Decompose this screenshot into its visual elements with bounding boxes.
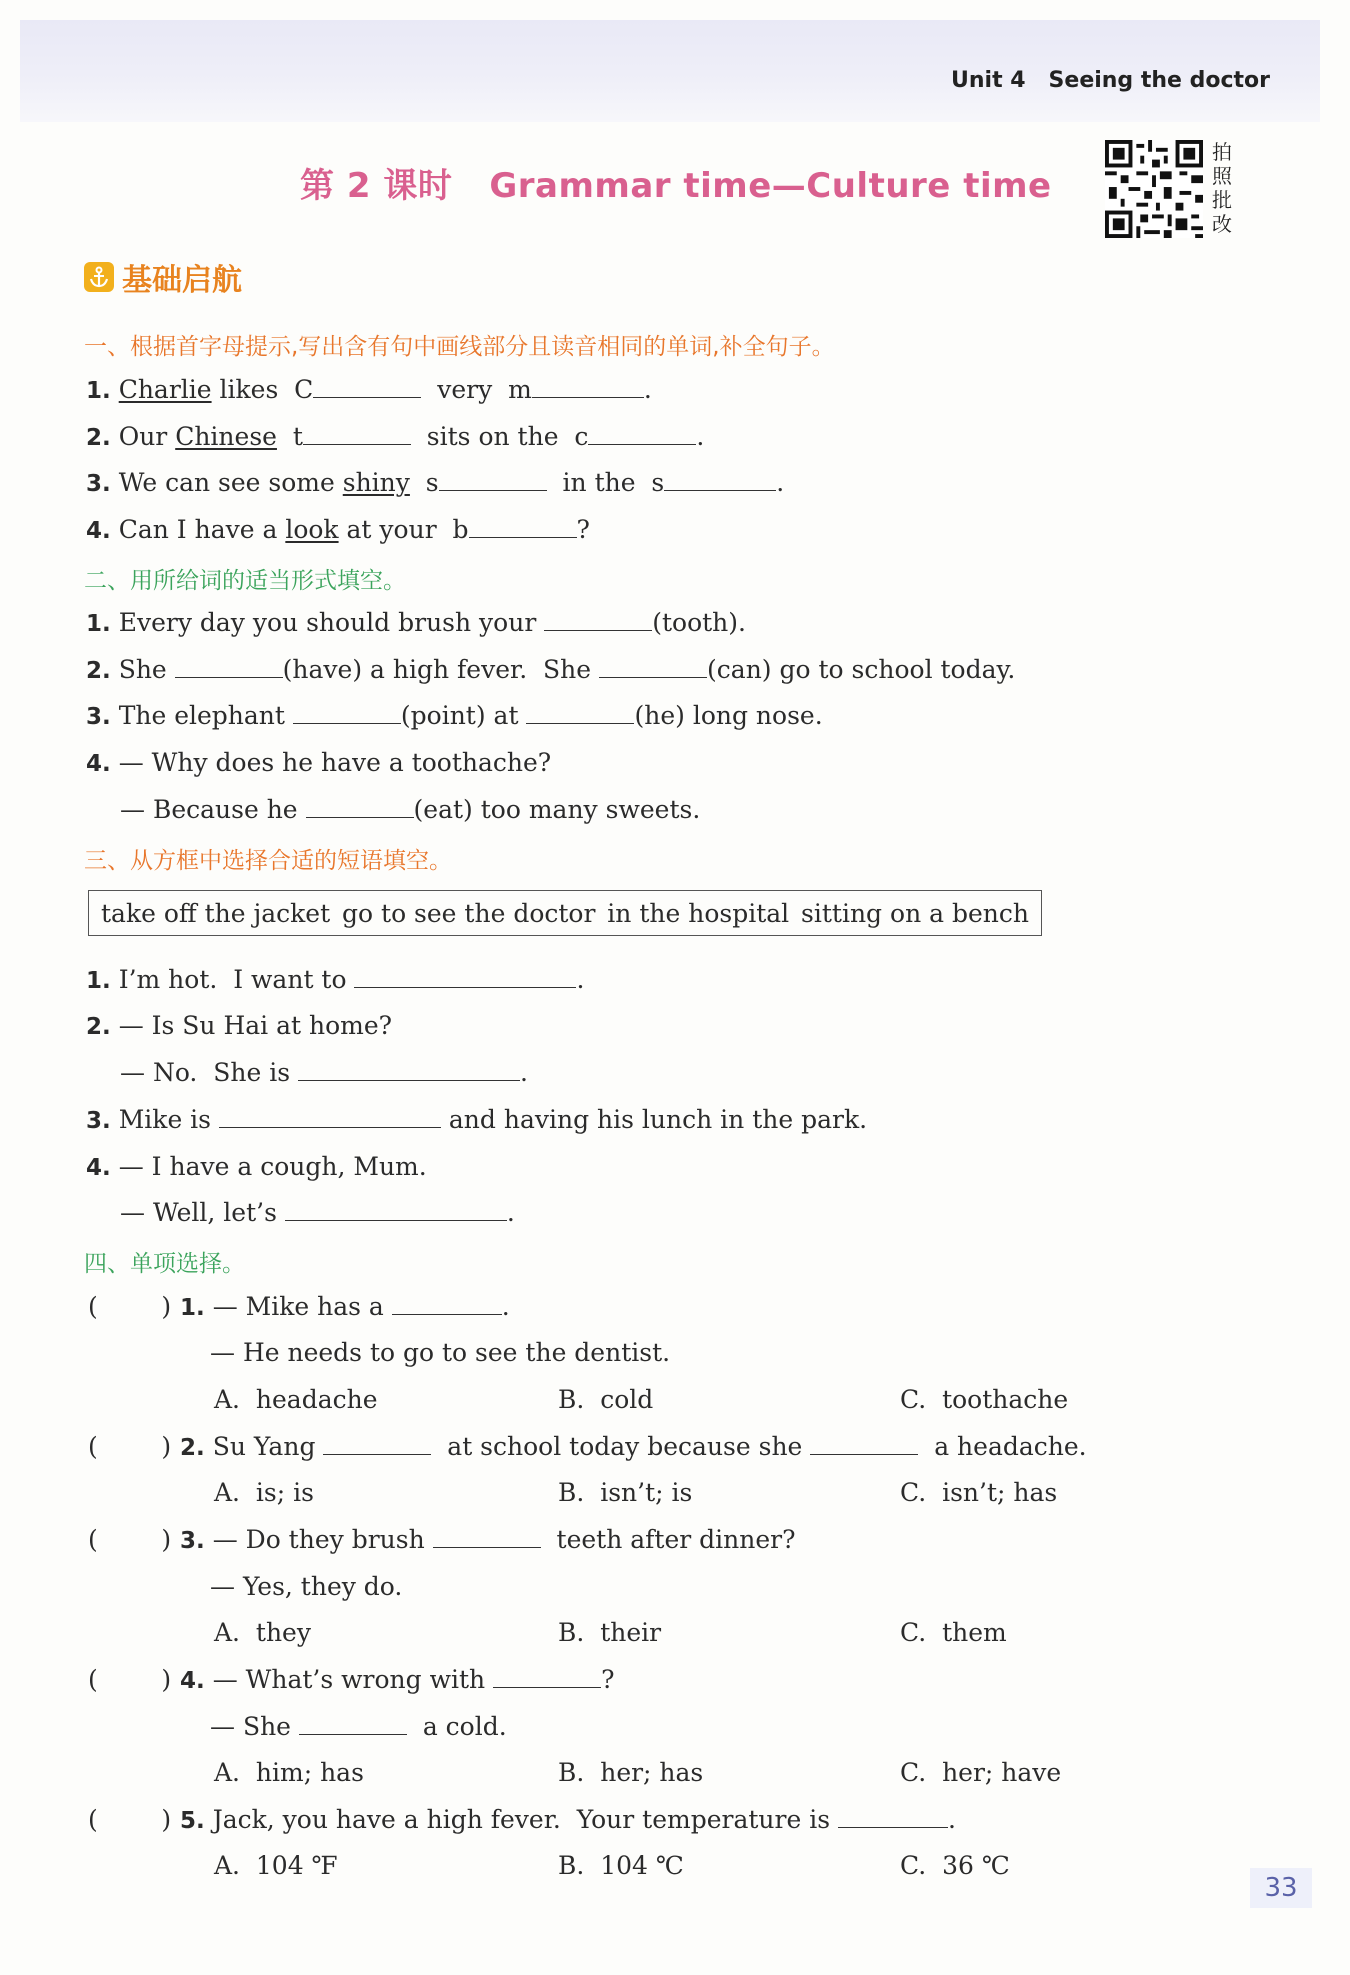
answer-blank[interactable] [526, 701, 634, 724]
q4-line2 [210, 1712, 507, 1741]
q2-line1 [180, 1432, 1087, 1461]
q1-option-c[interactable]: C. toothache [900, 1385, 1069, 1414]
answer-blank[interactable] [323, 1432, 431, 1455]
text: sits on the c [410, 422, 589, 451]
item-number: 4. [86, 518, 111, 544]
q3-option-b[interactable]: B. their [558, 1618, 662, 1647]
answer-blank[interactable] [493, 1665, 601, 1688]
item-number: 1. [86, 611, 111, 637]
text: The elephant [110, 701, 293, 730]
answer-blank[interactable] [544, 608, 652, 631]
text: Every day you should brush your [110, 608, 545, 637]
answer-blank[interactable] [838, 1805, 948, 1828]
answer-blank[interactable] [588, 422, 696, 445]
answer-paren[interactable]: ( ) [88, 1292, 172, 1321]
text: (eat) too many sweets. [413, 795, 701, 824]
question-number: 4. [180, 1668, 205, 1694]
part3-item-4-answer [120, 1198, 515, 1227]
item-number: 2. [86, 658, 111, 684]
answer-paren[interactable]: ( ) [88, 1525, 172, 1554]
part1-item-3 [86, 468, 784, 497]
answer-blank[interactable] [299, 1712, 407, 1735]
text: (have) a high fever. She [282, 655, 600, 684]
q1-option-b[interactable]: B. cold [558, 1385, 654, 1414]
text: very m [421, 375, 532, 404]
text: — Because he [120, 795, 306, 824]
text: at school today because she [431, 1432, 811, 1461]
q4-line1 [180, 1665, 614, 1694]
text: (can) go to school today. [707, 655, 1016, 684]
text: likes C [211, 375, 314, 404]
underlined-word: Chinese [175, 422, 277, 451]
answer-blank[interactable] [219, 1105, 441, 1128]
item-number: 4. [86, 751, 111, 777]
text: t [276, 422, 303, 451]
item-number: 3. [86, 704, 111, 730]
item-number: 4. [86, 1155, 111, 1181]
text: Mike is [110, 1105, 219, 1134]
text: a cold. [406, 1712, 507, 1741]
answer-blank[interactable] [293, 701, 401, 724]
item-number: 3. [86, 471, 111, 497]
text: at your b [338, 515, 469, 544]
part4-instruction: 四、单项选择。 [84, 1251, 245, 1277]
unit-label: Unit 4 [951, 68, 1026, 93]
text: Jack, you have a high fever. Your temperature is [204, 1805, 838, 1834]
item-number: 3. [86, 1108, 111, 1134]
part3-instruction: 三、从方框中选择合适的短语填空。 [84, 848, 452, 874]
q4-option-a[interactable]: A. him; has [214, 1758, 364, 1787]
answer-blank[interactable] [664, 468, 776, 491]
question-number: 5. [180, 1808, 205, 1834]
unit-title [951, 68, 1270, 93]
q5-line1 [180, 1805, 956, 1834]
q5-option-b[interactable]: B. 104 ℃ [558, 1851, 684, 1880]
answer-blank[interactable] [469, 515, 577, 538]
q4-option-c[interactable]: C. her; have [900, 1758, 1062, 1787]
text: She [110, 655, 175, 684]
part3-item-1 [86, 965, 584, 994]
item-number: 2. [86, 425, 111, 451]
q3-line1 [180, 1525, 796, 1554]
qr-code-icon[interactable] [1105, 140, 1203, 238]
part1-item-2 [86, 422, 704, 451]
text: (point) at [400, 701, 527, 730]
answer-blank[interactable] [810, 1432, 918, 1455]
q1-line2: — He needs to go to see the dentist. [210, 1338, 671, 1367]
item-number: 1. [86, 968, 111, 994]
text: . [947, 1805, 956, 1834]
answer-blank[interactable] [354, 965, 576, 988]
text: (he) long nose. [634, 701, 823, 730]
q3-line2: — Yes, they do. [210, 1572, 403, 1601]
text: — I have a cough, Mum. [110, 1152, 427, 1181]
q1-option-a[interactable]: A. headache [214, 1385, 378, 1414]
text: ? [601, 1665, 615, 1694]
text: in the s [546, 468, 665, 497]
text: — Why does he have a toothache? [110, 748, 552, 777]
part2-item-1 [86, 608, 746, 637]
part1-item-1 [86, 375, 652, 404]
answer-blank[interactable] [298, 1058, 520, 1081]
q4-option-b[interactable]: B. her; has [558, 1758, 704, 1787]
item-number: 1. [86, 378, 111, 404]
text: and having his lunch in the park. [440, 1105, 868, 1134]
q5-option-a[interactable]: A. 104 ℉ [214, 1851, 338, 1880]
phrase: go to see the doctor [342, 898, 596, 928]
underlined-word: look [285, 515, 339, 544]
text: . [776, 468, 785, 497]
text: — Well, let’s [120, 1198, 285, 1227]
phrase: take off the jacket [101, 898, 331, 928]
underlined-word: shiny [342, 468, 410, 497]
answer-blank[interactable] [599, 655, 707, 678]
text: . [506, 1198, 515, 1227]
part3-item-3 [86, 1105, 867, 1134]
answer-blank[interactable] [439, 468, 547, 491]
q3-option-a[interactable]: A. they [214, 1618, 311, 1647]
q5-option-c[interactable]: C. 36 ℃ [900, 1851, 1010, 1880]
text: . [696, 422, 705, 451]
phrase-box [88, 890, 1042, 936]
phrase: sitting on a bench [801, 898, 1029, 928]
text: . [520, 1058, 528, 1087]
text: I’m hot. I want to [110, 965, 355, 994]
q1-line1 [180, 1292, 510, 1321]
answer-blank[interactable] [313, 375, 421, 398]
text: (tooth). [652, 608, 746, 637]
section-title: 基础启航 [122, 263, 242, 298]
text: We can see some [110, 468, 343, 497]
question-number: 1. [180, 1295, 205, 1321]
q2-option-b[interactable]: B. isn’t; is [558, 1478, 693, 1507]
answer-blank[interactable] [175, 655, 283, 678]
part2-item-3 [86, 701, 823, 730]
text: Can I have a [110, 515, 286, 544]
part2-item-4 [86, 748, 551, 777]
qr-label: 拍照批改 [1212, 140, 1232, 236]
text: . [501, 1292, 510, 1321]
text: — Do they brush [204, 1525, 433, 1554]
question-number: 2. [180, 1435, 205, 1461]
answer-blank[interactable] [306, 795, 414, 818]
q3-option-c[interactable]: C. them [900, 1618, 1007, 1647]
item-number: 2. [86, 1014, 111, 1040]
q2-option-c[interactable]: C. isn’t; has [900, 1478, 1058, 1507]
part3-item-2-answer [120, 1058, 528, 1087]
text: teeth after dinner? [540, 1525, 796, 1554]
section-heading [84, 255, 242, 299]
part2-item-2 [86, 655, 1015, 684]
unit-name: Seeing the doctor [1048, 68, 1270, 93]
text: Su Yang [204, 1432, 324, 1461]
text: . [643, 375, 652, 404]
part3-item-4 [86, 1152, 427, 1181]
part3-item-2 [86, 1011, 392, 1040]
part1-instruction: 一、根据首字母提示,写出含有句中画线部分且读音相同的单词,补全句子。 [84, 334, 835, 360]
text: s [409, 468, 439, 497]
text: — She [210, 1712, 299, 1741]
text: a headache. [918, 1432, 1087, 1461]
part2-item-4-answer [120, 795, 700, 824]
underlined-word: Charlie [118, 375, 212, 404]
phrase: in the hospital [607, 898, 790, 928]
question-number: 3. [180, 1528, 205, 1554]
answer-blank[interactable] [532, 375, 644, 398]
text: — What’s wrong with [204, 1665, 494, 1694]
answer-blank[interactable] [392, 1292, 502, 1315]
part1-item-4 [86, 515, 590, 544]
answer-paren[interactable]: ( ) [88, 1665, 172, 1694]
answer-paren[interactable]: ( ) [88, 1432, 172, 1461]
anchor-icon [84, 262, 114, 292]
text: Our [110, 422, 176, 451]
answer-paren[interactable]: ( ) [88, 1805, 172, 1834]
text: — No. She is [120, 1058, 299, 1087]
answer-blank[interactable] [285, 1198, 507, 1221]
text [111, 375, 119, 404]
text: . [576, 965, 585, 994]
lesson-title: 第 2 课时 Grammar time—Culture time [300, 166, 1052, 206]
part2-instruction: 二、用所给词的适当形式填空。 [84, 568, 406, 594]
page-number: 33 [1250, 1868, 1312, 1908]
answer-blank[interactable] [303, 422, 411, 445]
q2-option-a[interactable]: A. is; is [214, 1478, 314, 1507]
text: — Mike has a [204, 1292, 392, 1321]
answer-blank[interactable] [433, 1525, 541, 1548]
text: ? [576, 515, 590, 544]
text: — Is Su Hai at home? [110, 1011, 393, 1040]
